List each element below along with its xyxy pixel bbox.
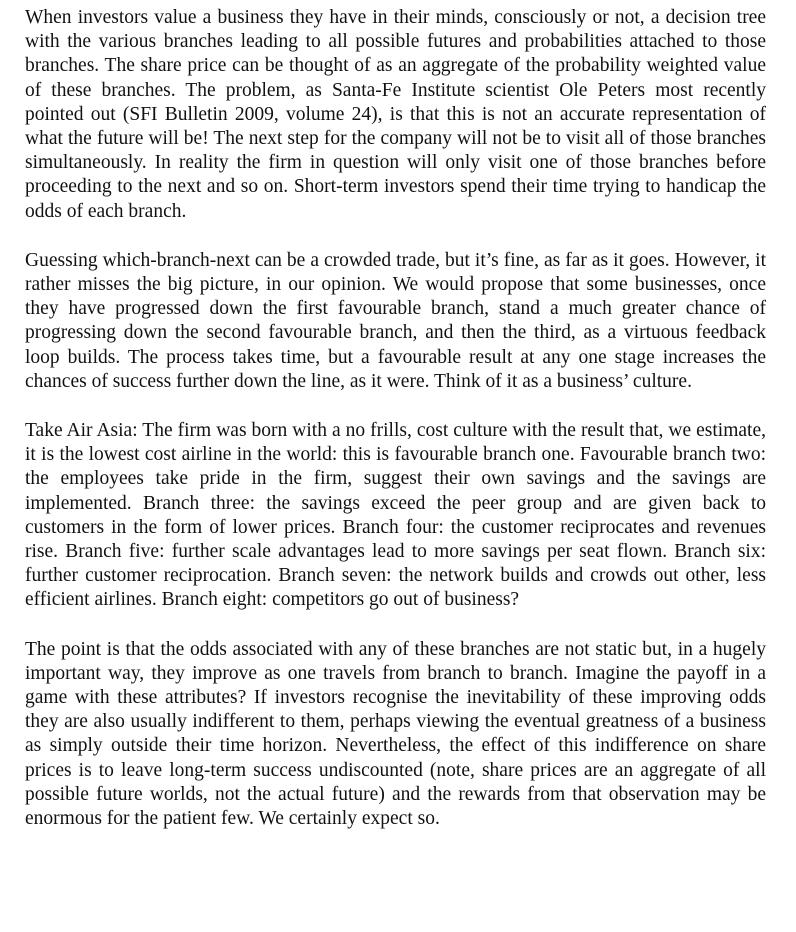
paragraph-air-asia: Take Air Asia: The firm was born with a no frills, cost culture with the result that, we estimate, it is the lowest cost airline in the world: this is favourable branch one. Favourable branch two: the employees take pride in the firm, suggest their own savings and the savings are implemented. Branch three: the savings exceed the peer group and are given back to customers in the form of lower prices. Branch four: the customer reciprocates and revenues rise. Branch five: further scale advantages lead to more savings per seat flown. Branch six: further customer reciprocation. Branch seven: the network builds and crowds out other, less efficient airlines. Branch eight: competitors go out of business? bbox=[25, 420, 766, 611]
paragraph-improving-odds: The point is that the odds associated with any of these branches are not static but, in a hugely important way, they improve as one travels from branch to branch. Imagine the payoff in a game with these attributes? If investors recognise the inevitability of these improving odds they are also usually indifferent to them, perhaps viewing the eventual greatness of a business as simply outside their time horizon. Nevertheless, the effect of this indifference on share prices is to leave long-term success undiscounted (note, share prices are an aggregate of all possible future worlds, not the actual future) and the rewards from that observation may be enormous for the patient few. We certainly expect so. bbox=[25, 638, 766, 830]
paragraph-which-branch-next: Guessing which-branch-next can be a crowded trade, but it’s fine, as far as it goes. However, it rather misses the big picture, in our opinion. We would propose that some businesses, once they have progressed down the first favourable branch, stand a much greater chance of progressing down the second favourable branch, and then the third, as a virtuous feedback loop builds. The process takes time, but a favourable result at any one stage increases the chances of success further down the line, as it were. Think of it as a business’ culture. bbox=[25, 249, 766, 392]
paragraph-decision-tree: When investors value a business they have in their minds, consciously or not, a decision tree with the various branches leading to all possible futures and probabilities attached to those branches. The share price can be thought of as an aggregate of the probability weighted value of these branches. The problem, as Santa-Fe Institute scientist Ole Peters most recently pointed out (SFI Bulletin 2009, volume 24), is that this is not an accurate representation of what the future will be! The next step for the company will not be to visit all of those branches simultaneously. In reality the firm in question will only visit one of those branches before proceeding to the next and so on. Short-term investors spend their time trying to handicap the odds of each branch. bbox=[25, 7, 766, 222]
